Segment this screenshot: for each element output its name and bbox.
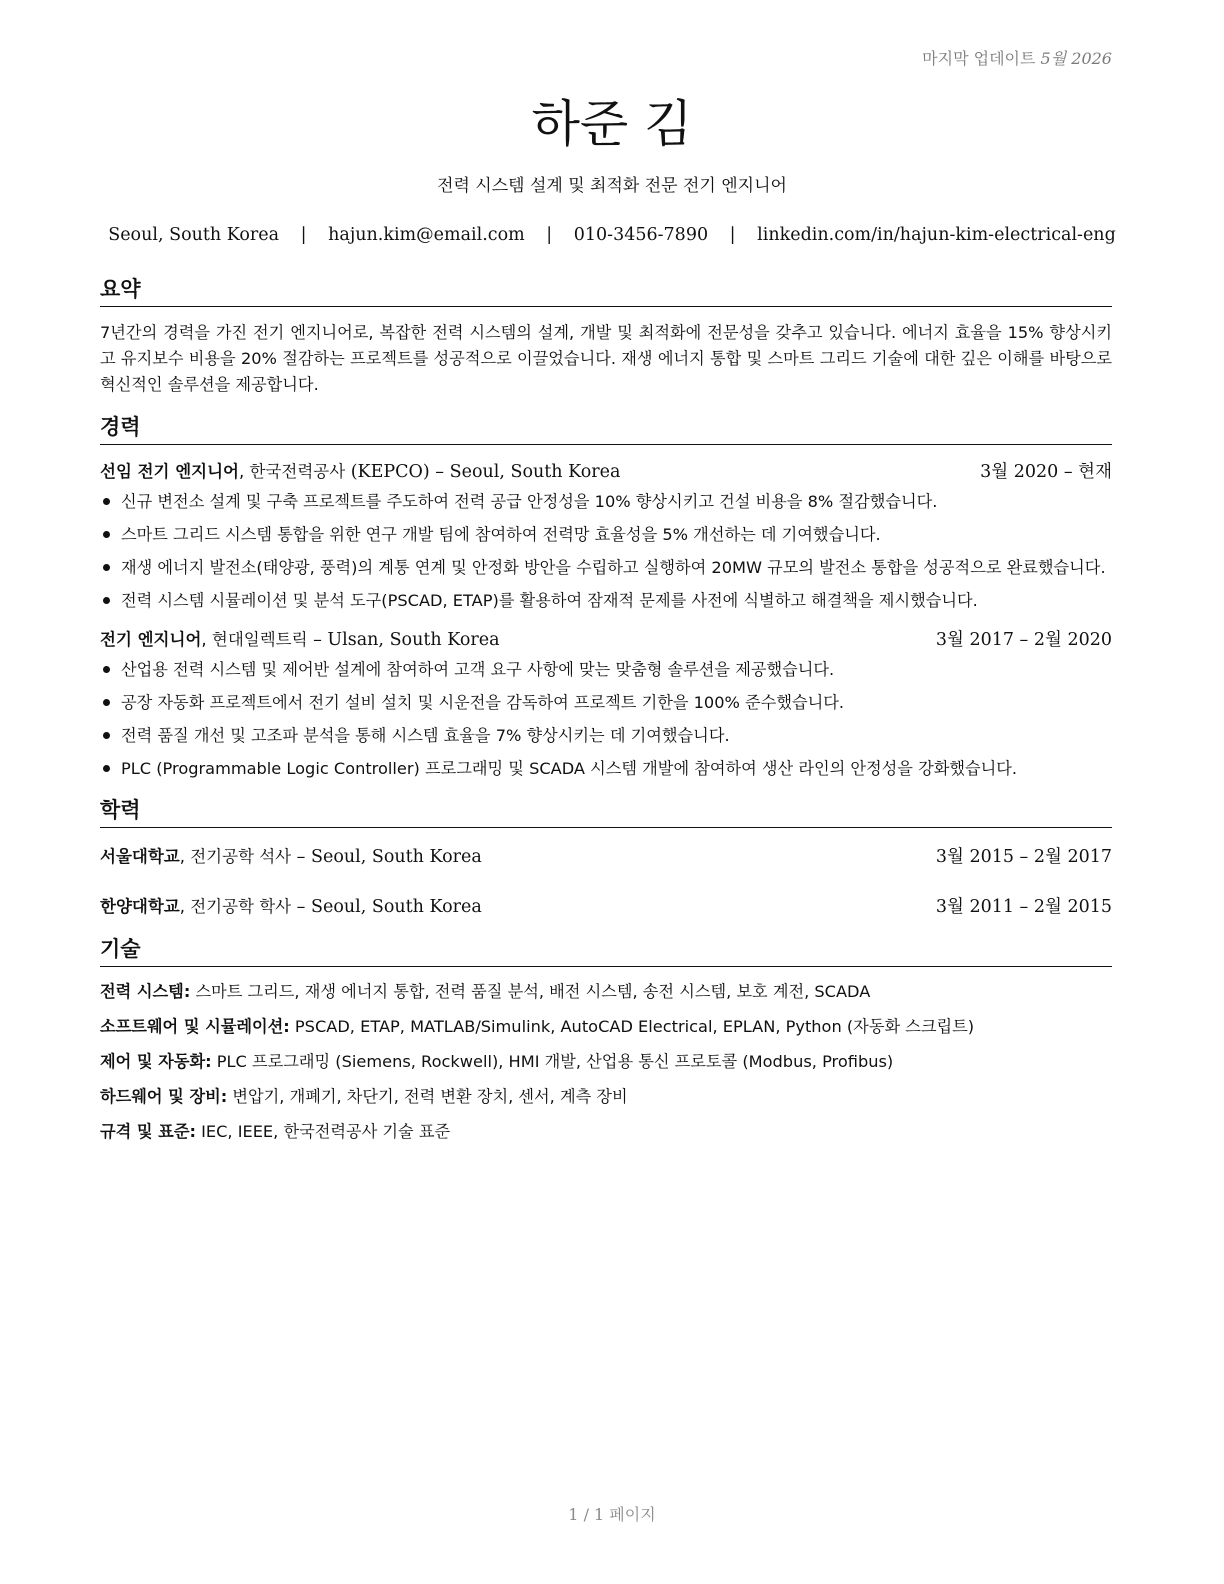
school-location: – Seoul, South Korea xyxy=(291,847,482,867)
job-location: (KEPCO) – Seoul, South Korea xyxy=(345,462,621,482)
job-dates: 3월 2017 – 2월 2020 xyxy=(935,630,1112,650)
job-entry xyxy=(100,459,1112,613)
education-dates: 3월 2015 – 2월 2017 xyxy=(935,847,1112,867)
education-dates: 3월 2011 – 2월 2015 xyxy=(935,897,1112,917)
skill-label: 전력 시스템: xyxy=(100,982,191,1001)
skill-value: 스마트 그리드, 재생 에너지 통합, 전력 품질 분석, 배전 시스템, 송전 시스템, 보호 계전, SCADA xyxy=(195,982,871,1001)
skill-value: 변압기, 개폐기, 차단기, 전력 변환 장치, 센서, 계측 장비 xyxy=(232,1087,628,1106)
contact-linkedin-link[interactable]: linkedin.com/in/hajun-kim-electrical-eng xyxy=(757,225,1116,245)
education-section xyxy=(100,795,1112,920)
contact-line xyxy=(0,225,1224,245)
contact-separator: | xyxy=(729,225,736,245)
job-header: 선임 전기 엔지니어, 한국전력공사 (KEPCO) – Seoul, South Korea 3월 2020 – 현재 xyxy=(100,459,1112,485)
last-updated-label: 마지막 업데이트 xyxy=(922,49,1036,68)
school-name: 한양대학교 xyxy=(100,897,180,916)
summary-heading: 요약 xyxy=(100,274,1112,307)
skills-list xyxy=(100,979,1112,1144)
skill-row xyxy=(100,1014,1112,1039)
skill-row xyxy=(100,979,1112,1004)
last-updated xyxy=(922,46,1112,69)
skill-row xyxy=(100,1119,1112,1144)
skill-value: PLC 프로그래밍 (Siemens, Rockwell), HMI 개발, 산업용 통신 프로토콜 (Modbus, Profibus) xyxy=(216,1052,894,1071)
skills-heading: 기술 xyxy=(100,934,1112,967)
bullet-icon xyxy=(103,531,110,538)
job-company: 한국전력공사 xyxy=(249,462,346,481)
summary-section xyxy=(100,274,1112,398)
skill-label: 하드웨어 및 장비: xyxy=(100,1087,228,1106)
job-header: 전기 엔지니어, 현대일렉트릭 – Ulsan, South Korea 3월 2017 – 2월 2020 xyxy=(100,627,1112,653)
job-bullets xyxy=(100,489,1112,613)
job-company: 현대일렉트릭 xyxy=(211,630,308,649)
job-title: 전기 엔지니어 xyxy=(100,630,202,649)
skill-label: 규격 및 표준: xyxy=(100,1122,196,1141)
list-item: PLC (Programmable Logic Controller) 프로그래밍 및 SCADA 시스템 개발에 참여하여 생산 라인의 안정성을 강화했습니다. xyxy=(100,756,1112,781)
job-location: – Ulsan, South Korea xyxy=(307,630,500,650)
bullet-icon xyxy=(103,498,110,505)
summary-text: 7년간의 경력을 가진 전기 엔지니어로, 복잡한 전력 시스템의 설계, 개발 및 최적화에 전문성을 갖추고 있습니다. 에너지 효율을 15% 향상시키고 유지보수 비용을 20% 절감하는 프로젝트를 성공적으로 이끌었습니다. 재생 에너지 통합 및 스마트 그리드 기술에 대한 깊은 이해를 바탕으로 혁신적인 솔루션을 제공합니다. xyxy=(100,323,1112,394)
skill-row xyxy=(100,1084,1112,1109)
experience-section xyxy=(100,412,1112,781)
bullet-icon xyxy=(103,699,110,706)
bullet-icon xyxy=(103,666,110,673)
bullet-icon xyxy=(103,732,110,739)
degree-name: 전기공학 석사 xyxy=(190,847,292,866)
bullet-icon xyxy=(103,765,110,772)
candidate-name: 하준 김 xyxy=(531,95,693,153)
school-location: – Seoul, South Korea xyxy=(291,897,482,917)
job-title: 선임 전기 엔지니어 xyxy=(100,462,240,481)
list-item: 신규 변전소 설계 및 구축 프로젝트를 주도하여 전력 공급 안정성을 10% 향상시키고 건설 비용을 8% 절감했습니다. xyxy=(100,489,1112,514)
bullet-icon xyxy=(103,597,110,604)
list-item: 스마트 그리드 시스템 통합을 위한 연구 개발 팀에 참여하여 전력망 효율성을 5% 개선하는 데 기여했습니다. xyxy=(100,522,1112,547)
list-item: 전력 시스템 시뮬레이션 및 분석 도구(PSCAD, ETAP)를 활용하여 잠재적 문제를 사전에 식별하고 해결책을 제시했습니다. xyxy=(100,588,1112,613)
school-name: 서울대학교 xyxy=(100,847,180,866)
candidate-headline: 전력 시스템 설계 및 최적화 전문 전기 엔지니어 xyxy=(437,176,787,196)
page-indicator: 1 / 1 페이지 xyxy=(568,1505,656,1524)
list-item: 공장 자동화 프로젝트에서 전기 설비 설치 및 시운전을 감독하여 프로젝트 기한을 100% 준수했습니다. xyxy=(100,690,1112,715)
bullet-icon xyxy=(103,564,110,571)
last-updated-date: 5월 2026 xyxy=(1040,49,1112,68)
contact-phone: 010-3456-7890 xyxy=(573,225,709,245)
degree-name: 전기공학 학사 xyxy=(190,897,292,916)
job-entry xyxy=(100,627,1112,781)
list-item: 재생 에너지 발전소(태양광, 풍력)의 계통 연계 및 안정화 방안을 수립하고 실행하여 20MW 규모의 발전소 통합을 성공적으로 완료했습니다. xyxy=(100,555,1112,580)
contact-email-link[interactable]: hajun.kim@email.com xyxy=(328,225,525,245)
skill-label: 소프트웨어 및 시뮬레이션: xyxy=(100,1017,290,1036)
skill-label: 제어 및 자동화: xyxy=(100,1052,212,1071)
list-item: 산업용 전력 시스템 및 제어반 설계에 참여하여 고객 요구 사항에 맞는 맞춤형 솔루션을 제공했습니다. xyxy=(100,657,1112,682)
job-dates: 3월 2020 – 현재 xyxy=(980,462,1112,482)
experience-heading: 경력 xyxy=(100,412,1112,445)
education-heading: 학력 xyxy=(100,795,1112,828)
skill-row xyxy=(100,1049,1112,1074)
education-entry: 한양대학교, 전기공학 학사 – Seoul, South Korea 3월 2011 – 2월 2015 xyxy=(100,894,1112,920)
contact-separator: | xyxy=(546,225,553,245)
list-item: 전력 품질 개선 및 고조파 분석을 통해 시스템 효율을 7% 향상시키는 데 기여했습니다. xyxy=(100,723,1112,748)
job-bullets xyxy=(100,657,1112,781)
resume-content xyxy=(100,274,1112,1154)
skills-section xyxy=(100,934,1112,1144)
education-entry: 서울대학교, 전기공학 석사 – Seoul, South Korea 3월 2015 – 2월 2017 xyxy=(100,844,1112,870)
contact-separator: | xyxy=(300,225,307,245)
contact-location: Seoul, South Korea xyxy=(108,225,280,245)
skill-value: IEC, IEEE, 한국전력공사 기술 표준 xyxy=(201,1122,451,1141)
skill-value: PSCAD, ETAP, MATLAB/Simulink, AutoCAD Electrical, EPLAN, Python (자동화 스크립트) xyxy=(294,1017,975,1036)
